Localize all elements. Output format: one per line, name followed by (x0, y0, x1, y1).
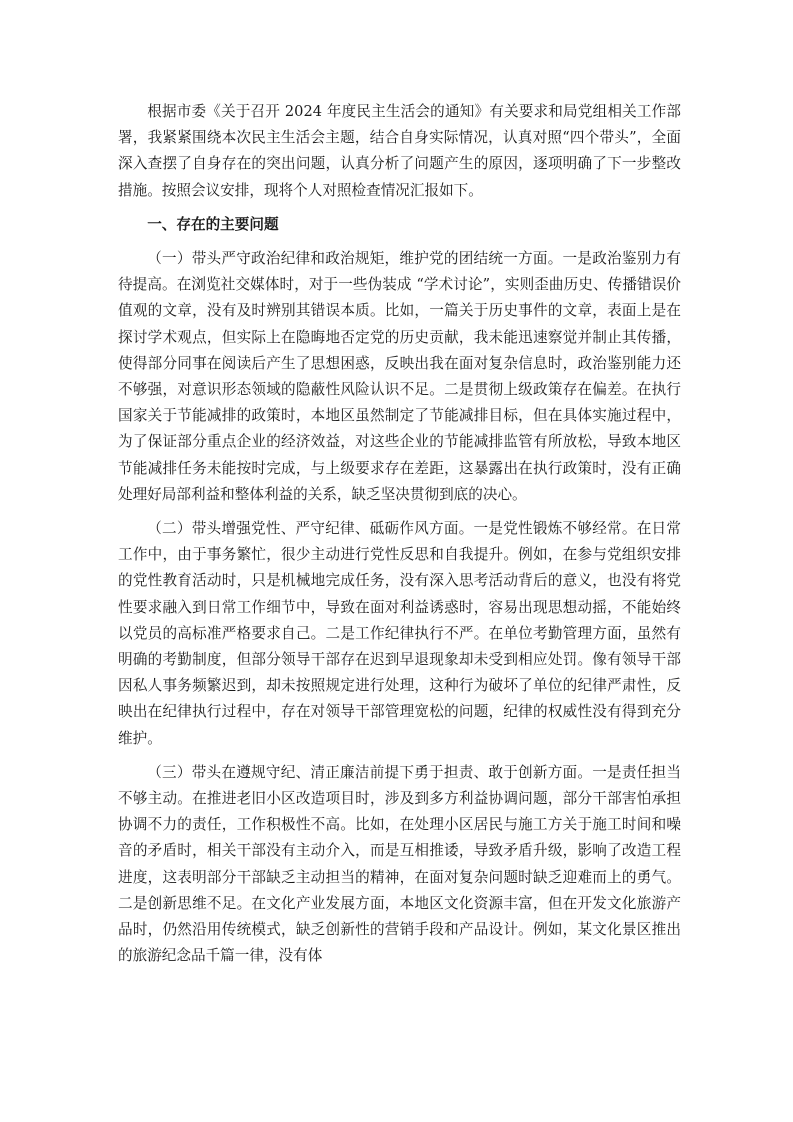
paragraph-political-discipline: （一）带头严守政治纪律和政治规矩，维护党的团结统一方面。一是政治鉴别力有待提高。在浏览社交媒体时，对于一些伪装成 “学术讨论”，实则歪曲历史、传播错误价值观的文章，没有及时辨别其错误本质。比如，一篇关于历史事件的文章，表面上是在探讨学术观点，但实际上在隐晦地否定党的历史贡献，我未能迅速察觉并制止其传播，使得部分同事在阅读后产生了思想困惑，反映出我在面对复杂信息时，政治鉴别能力还不够强，对意识形态领域的隐蔽性风险认识不足。二是贯彻上级政策存在偏差。在执行国家关于节能减排的政策时，本地区虽然制定了节能减排目标，但在具体实施过程中，为了保证部分重点企业的经济效益，对这些企业的节能减排监管有所放松，导致本地区节能减排任务未能按时完成，与上级要求存在差距，这暴露出在执行政策时，没有正确处理好局部利益和整体利益的关系，缺乏坚决贯彻到底的决心。 (118, 250, 681, 503)
document-body (118, 99, 681, 978)
paragraph-responsibility-innovation: （三）带头在遵规守纪、清正廉洁前提下勇于担责、敢于创新方面。一是责任担当不够主动。在推进老旧小区改造项目时，涉及到多方利益协调问题，部分干部害怕承担协调不力的责任，工作积极性不高。比如，在处理小区居民与施工方关于施工时间和噪音的矛盾时，相关干部没有主动介入，而是互相推诿，导致矛盾升级，影响了改造工程进度，这表明部分干部缺乏主动担当的精神，在面对复杂问题时缺乏迎难而上的勇气。二是创新思维不足。在文化产业发展方面，本地区文化资源丰富，但在开发文化旅游产品时，仍然沿用传统模式，缺乏创新性的营销手段和产品设计。例如，某文化景区推出的旅游纪念品千篇一律，没有体 (118, 763, 681, 965)
paragraph-party-spirit: （二）带头增强党性、严守纪律、砥砺作风方面。一是党性锻炼不够经常。在日常工作中，由于事务繁忙，很少主动进行党性反思和自我提升。例如，在参与党组织安排的党性教育活动时，只是机械地完成任务，没有深入思考活动背后的意义，也没有将党性要求融入到日常工作细节中，导致在面对利益诱惑时，容易出现思想动摇，不能始终以党员的高标准严格要求自己。二是工作纪律执行不严。在单位考勤管理方面，虽然有明确的考勤制度，但部分领导干部存在迟到早退现象却未受到相应处罚。像有领导干部因私人事务频繁迟到，却未按照规定进行处理，这种行为破坏了单位的纪律严肃性，反映出在纪律执行过程中，存在对领导干部管理宽松的问题，纪律的权威性没有得到充分维护。 (118, 520, 681, 747)
intro-paragraph: 根据市委《关于召开 2024 年度民主生活会的通知》有关要求和局党组相关工作部署，我紧紧围绕本次民主生活会主题，结合自身实际情况，认真对照“四个带头”，全面深入查摆了自身存在的突出问题，认真分析了问题产生的原因，逐项明确了下一步整改措施。按照会议安排，现将个人对照检查情况汇报如下。 (118, 103, 681, 199)
section-heading-main-problems: 一、存在的主要问题 (147, 215, 279, 233)
